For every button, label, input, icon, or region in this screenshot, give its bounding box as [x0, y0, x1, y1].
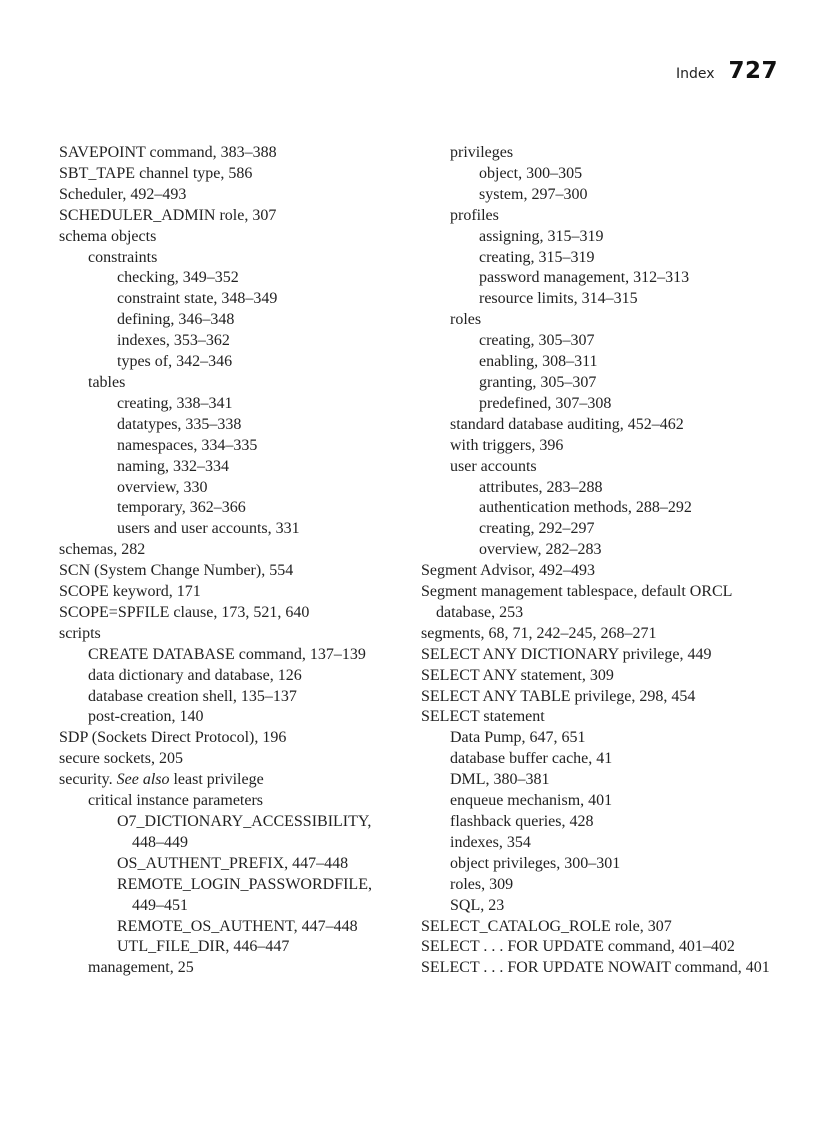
index-entry: [59, 770, 404, 791]
index-entry-text: Segment Advisor, 492–493: [421, 562, 596, 580]
index-entry-text: tables: [88, 373, 126, 391]
index-entry-text: SCOPE keyword, 171: [59, 583, 201, 601]
index-entry: [450, 143, 791, 164]
index-entry: [59, 624, 404, 645]
index-entry-text: SELECT_CATALOG_ROLE role, 307: [421, 917, 672, 935]
index-entry-text: object, 300–305: [479, 164, 583, 182]
index-entry-text: assigning, 315–319: [479, 227, 604, 245]
index-entry-text: enabling, 308–311: [479, 353, 598, 371]
index-entry-text: SELECT . . . FOR UPDATE NOWAIT command, 401: [421, 959, 770, 977]
index-entry-text: user accounts: [450, 457, 537, 475]
index-entry: [117, 394, 404, 415]
index-entry: [421, 917, 791, 938]
index-entry-text: SCN (System Change Number), 554: [59, 562, 294, 580]
index-entry-text: SELECT ANY statement, 309: [421, 666, 614, 684]
index-entry-text: database creation shell, 135–137: [88, 687, 297, 705]
index-entry: [479, 268, 791, 289]
index-entry-text: constraint state, 348–349: [117, 290, 278, 308]
index-entry-text: SCOPE=SPFILE clause, 173, 521, 640: [59, 603, 310, 621]
index-entry-text: enqueue mechanism, 401: [450, 792, 613, 810]
index-entry-text: naming, 332–334: [117, 457, 229, 475]
index-entry-text: schemas, 282: [59, 541, 146, 559]
index-entry: [117, 854, 404, 875]
index-entry: [117, 331, 404, 352]
index-entry-text: UTL_FILE_DIR, 446–447: [117, 938, 290, 956]
index-entry-text: namespaces, 334–335: [117, 436, 258, 454]
index-entry: [421, 624, 791, 645]
index-entry-text: roles, 309: [450, 875, 514, 893]
index-entry-text: SQL, 23: [450, 896, 505, 914]
index-entry-text: flashback queries, 428: [450, 813, 594, 830]
index-entry: [479, 289, 791, 310]
index-entry: [59, 143, 404, 164]
index-entry-text: temporary, 362–366: [117, 499, 246, 517]
index-entry-text: indexes, 354: [450, 833, 531, 851]
index-entry: [450, 833, 791, 854]
index-entry-text: CREATE DATABASE command, 137–139: [88, 645, 366, 663]
running-header: [676, 58, 778, 84]
index-entry: [450, 206, 791, 227]
index-entry: [450, 310, 791, 331]
index-entry-text: SDP (Sockets Direct Protocol), 196: [59, 729, 287, 747]
index-entry: [479, 478, 791, 499]
index-entry-text: creating, 315–319: [479, 248, 595, 266]
index-entry: [59, 206, 404, 227]
index-entry: [479, 540, 791, 561]
index-entry: [88, 645, 404, 666]
index-entry: [450, 749, 791, 770]
index-entry-text: attributes, 283–288: [479, 478, 603, 496]
index-entry: [117, 498, 404, 519]
index-entry-text: privileges: [450, 144, 514, 161]
index-entry: [117, 352, 404, 373]
index-entry: [59, 749, 404, 770]
index-entry: [59, 164, 404, 185]
index-entry: [450, 875, 791, 896]
index-entry: [117, 289, 404, 310]
index-entry-text: O7_DICTIONARY_ACCESSIBILITY, 448–449: [117, 813, 372, 851]
index-entry-text: authentication methods, 288–292: [479, 499, 692, 517]
index-entry-text: scripts: [59, 624, 101, 642]
index-entry: [88, 666, 404, 687]
index-entry-text: OS_AUTHENT_PREFIX, 447–448: [117, 854, 349, 872]
index-entry-text: data dictionary and database, 126: [88, 666, 302, 684]
index-entry-text: with triggers, 396: [450, 436, 564, 454]
index-entry-text: overview, 282–283: [479, 541, 602, 559]
index-column-left: [59, 143, 404, 979]
index-entry-text: predefined, 307–308: [479, 394, 612, 412]
index-entry-text: Data Pump, 647, 651: [450, 729, 586, 747]
header-label: Index: [675, 66, 715, 82]
index-entry-text: DML, 380–381: [450, 771, 550, 789]
index-entry-text: granting, 305–307: [479, 373, 597, 391]
index-entry: [450, 770, 791, 791]
index-entry: [479, 352, 791, 373]
index-entry: [59, 728, 404, 749]
index-entry: [450, 728, 791, 749]
index-entry: [88, 373, 404, 394]
index-entry: [117, 812, 404, 854]
index-entry-text: datatypes, 335–338: [117, 415, 242, 433]
index-entry: [421, 687, 791, 708]
index-entry-text: SELECT statement: [421, 708, 545, 726]
index-entry: [117, 436, 404, 457]
index-entry: [117, 478, 404, 499]
index-entry-text: SAVEPOINT command, 383–388: [59, 144, 277, 161]
index-entry-text: critical instance parameters: [88, 792, 264, 810]
index-entry-text: SCHEDULER_ADMIN role, 307: [59, 206, 277, 224]
index-entry-text: resource limits, 314–315: [479, 290, 638, 308]
index-entry: [421, 707, 791, 728]
index-entry-text: creating, 305–307: [479, 332, 595, 350]
index-entry: [421, 958, 791, 979]
index-entry-text: SBT_TAPE channel type, 586: [59, 164, 253, 182]
index-entry-text: SELECT . . . FOR UPDATE command, 401–402: [421, 938, 735, 956]
index-entry-text: checking, 349–352: [117, 269, 239, 287]
index-entry: [88, 687, 404, 708]
index-entry: [479, 248, 791, 269]
index-entry: [117, 268, 404, 289]
index-entry-text: REMOTE_LOGIN_PASSWORDFILE, 449–451: [117, 875, 372, 914]
index-entry: [421, 582, 791, 624]
index-entry: [479, 519, 791, 540]
index-entry-text: schema objects: [59, 227, 157, 245]
index-entry-text: segments, 68, 71, 242–245, 268–271: [421, 624, 657, 642]
index-entry: [59, 227, 404, 248]
index-entry: [450, 415, 791, 436]
index-entry: [117, 519, 404, 540]
index-entry: [479, 498, 791, 519]
index-entry-text: object privileges, 300–301: [450, 854, 621, 872]
index-column-right: [421, 143, 791, 979]
index-entry: [450, 896, 791, 917]
index-entry: [421, 645, 791, 666]
index-entry: [88, 248, 404, 269]
index-entry: [88, 707, 404, 728]
index-entry: [421, 561, 791, 582]
index-entry-text: profiles: [450, 206, 499, 224]
index-entry: [479, 394, 791, 415]
index-entry-text: management, 25: [88, 959, 194, 977]
index-entry: [117, 875, 404, 917]
index-entry-text: REMOTE_OS_AUTHENT, 447–448: [117, 917, 358, 935]
index-entry: [59, 603, 404, 624]
index-entry-text: creating, 338–341: [117, 394, 233, 412]
index-entry: [450, 812, 791, 833]
see-also-target: least privilege: [169, 771, 264, 789]
index-entry: [117, 937, 404, 958]
index-entry: [421, 937, 791, 958]
index-entry: [59, 185, 404, 206]
index-entry: [450, 436, 791, 457]
index-entry-text: SELECT ANY DICTIONARY privilege, 449: [421, 645, 712, 663]
index-entry-text: standard database auditing, 452–462: [450, 415, 684, 433]
index-entry-text: system, 297–300: [479, 185, 588, 203]
index-entry-text: Scheduler, 492–493: [59, 185, 187, 203]
index-entry: [117, 310, 404, 331]
index-entry-text: password management, 312–313: [479, 269, 690, 287]
index-entry: [479, 227, 791, 248]
index-entry: [479, 164, 791, 185]
index-entry-text: post-creation, 140: [88, 708, 204, 726]
index-entry: [450, 854, 791, 875]
index-entry: [450, 457, 791, 478]
index-entry-text: indexes, 353–362: [117, 332, 230, 350]
index-entry-text: Segment management tablespace, default ORCL database, 253: [421, 583, 732, 621]
index-entry: [88, 791, 404, 812]
index-entry: [59, 582, 404, 603]
index-entry-text: creating, 292–297: [479, 520, 595, 538]
index-entry: [479, 331, 791, 352]
see-also-reference: See also: [116, 771, 170, 789]
index-entry-text: roles: [450, 311, 482, 329]
index-entry: [421, 666, 791, 687]
index-entry: [117, 415, 404, 436]
index-entry-text: constraints: [88, 248, 158, 266]
index-entry-text: types of, 342–346: [117, 353, 233, 371]
index-entry: [117, 917, 404, 938]
index-entry: [117, 457, 404, 478]
index-entry: [59, 540, 404, 561]
index-entry-text: secure sockets, 205: [59, 750, 183, 768]
index-entry-text: users and user accounts, 331: [117, 520, 300, 538]
index-entry-text: security.: [59, 771, 117, 789]
page-number: 727: [728, 58, 778, 84]
index-entry: [479, 373, 791, 394]
index-entry: [479, 185, 791, 206]
index-entry-text: overview, 330: [117, 478, 208, 496]
index-entry-text: defining, 346–348: [117, 311, 235, 329]
index-entry-text: SELECT ANY TABLE privilege, 298, 454: [421, 687, 696, 705]
index-entry-text: database buffer cache, 41: [450, 750, 613, 768]
index-entry: [59, 561, 404, 582]
index-entry: [88, 958, 404, 979]
index-entry: [450, 791, 791, 812]
